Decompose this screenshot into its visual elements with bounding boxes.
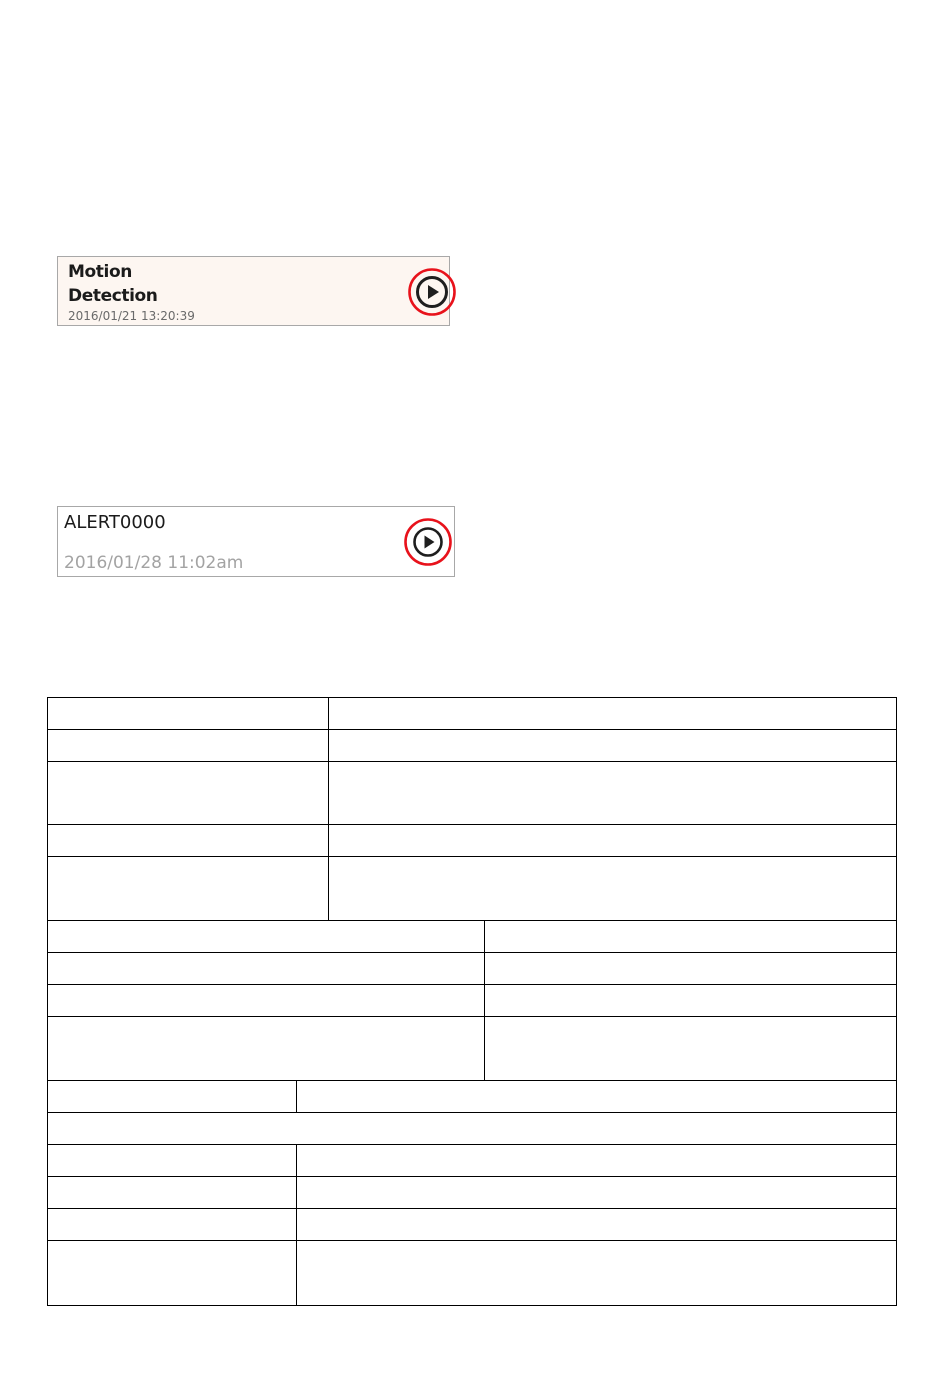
empty-table: [47, 697, 897, 1306]
table-row: [48, 698, 897, 730]
table-row: [48, 1241, 897, 1306]
table-row: [48, 953, 897, 985]
table-cell: [48, 1241, 297, 1305]
table-row: [48, 1017, 897, 1081]
alert-timestamp: 2016/01/28 11:02am: [64, 553, 244, 573]
table-cell: [48, 921, 485, 952]
table-cell: [48, 985, 485, 1016]
table-cell: [48, 1081, 297, 1112]
play-button[interactable]: [403, 517, 453, 567]
table-row: [48, 1113, 897, 1145]
table-cell: [48, 1017, 485, 1080]
table-cell: [48, 857, 329, 920]
event-title-line1: Motion: [68, 262, 132, 282]
table-cell: [48, 1113, 896, 1144]
table-row: [48, 1177, 897, 1209]
play-circle-icon: [407, 267, 457, 317]
table-row: [48, 921, 897, 953]
event-title-line2: Detection: [68, 286, 158, 306]
table-row: [48, 825, 897, 857]
table-cell: [48, 698, 329, 729]
alert-title: ALERT0000: [64, 512, 166, 533]
motion-detection-card: [57, 256, 450, 326]
event-title: [68, 260, 158, 308]
table-row: [48, 1145, 897, 1177]
table-cell: [48, 953, 485, 984]
event-timestamp: 2016/01/21 13:20:39: [68, 309, 195, 323]
play-circle-icon: [403, 517, 453, 567]
alert-card: [57, 506, 455, 577]
table-cell: [48, 825, 329, 856]
table-row: [48, 985, 897, 1017]
table-cell: [48, 1145, 297, 1176]
table-cell: [48, 1177, 297, 1208]
table-cell: [48, 762, 329, 824]
table-row: [48, 1081, 897, 1113]
table-row: [48, 762, 897, 825]
table-cell: [48, 1209, 297, 1240]
table-row: [48, 857, 897, 921]
table-row: [48, 730, 897, 762]
table-cell: [48, 730, 329, 761]
table-row: [48, 1209, 897, 1241]
play-button[interactable]: [407, 267, 457, 317]
